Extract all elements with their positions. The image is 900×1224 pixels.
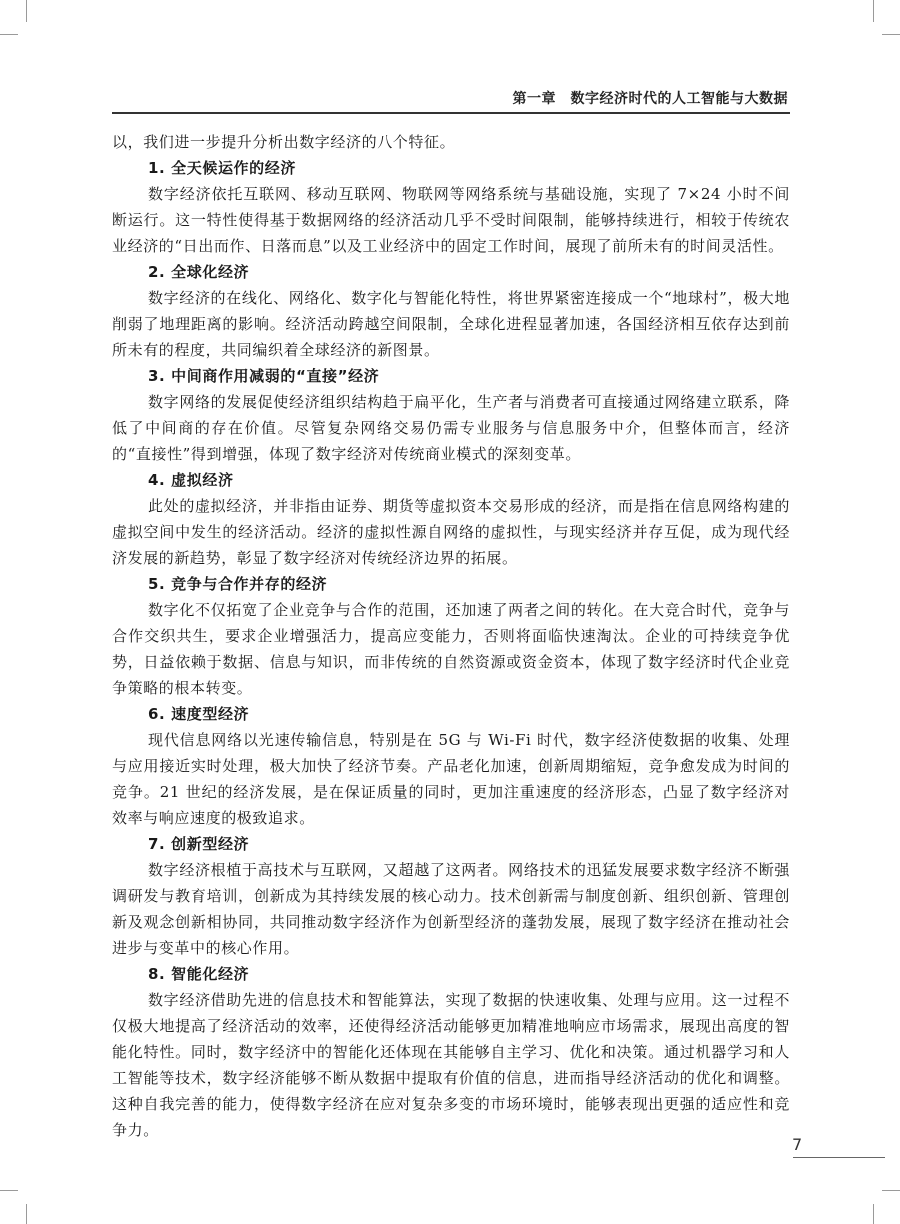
- section-2: [112, 259, 790, 363]
- crop-mark: [0, 34, 18, 35]
- intro-paragraph: 以，我们进一步提升分析出数字经济的八个特征。: [112, 133, 456, 151]
- crop-mark: [26, 0, 27, 22]
- section-3: [112, 363, 790, 467]
- crop-mark: [873, 0, 874, 22]
- page-number: 7: [792, 1135, 803, 1154]
- section-heading: 2. 全球化经济: [148, 263, 250, 281]
- section-8: [112, 961, 790, 1143]
- section-paragraph: 数字化不仅拓宽了企业竞争与合作的范围，还加速了两者之间的转化。在大竞合时代，竞争与合作交织共生，要求企业增强活力，提高应变能力，否则将面临快速淘汰。企业的可持续竞争优势，日益依赖于数据、信息与知识，而非传统的自然资源或资金资本，体现了数字经济时代企业竞争策略的根本转变。: [112, 601, 790, 697]
- section-heading: 1. 全天候运作的经济: [148, 159, 296, 177]
- section-paragraph: 数字经济根植于高技术与互联网，又超越了这两者。网络技术的迅猛发展要求数字经济不断强调研发与教育培训，创新成为其持续发展的核心动力。技术创新需与制度创新、组织创新、管理创新及观念创新相协同，共同推动数字经济作为创新型经济的蓬勃发展，展现了数字经济在推动社会进步与变革中的核心作用。: [112, 861, 790, 957]
- section-heading: 5. 竞争与合作并存的经济: [148, 575, 328, 593]
- section-heading: 3. 中间商作用减弱的“直接”经济: [148, 367, 380, 385]
- page-body: [112, 129, 790, 1143]
- section-paragraph: 此处的虚拟经济，并非指由证券、期货等虚拟资本交易形成的经济，而是指在信息网络构建的虚拟空间中发生的经济活动。经济的虚拟性源自网络的虚拟性，与现实经济并存互促，成为现代经济发展的新趋势，彰显了数字经济对传统经济边界的拓展。: [112, 497, 790, 567]
- header-rule: [112, 112, 790, 114]
- crop-mark: [882, 34, 900, 35]
- section-paragraph: 数字经济借助先进的信息技术和智能算法，实现了数据的快速收集、处理与应用。这一过程不仅极大地提高了经济活动的效率，还使得经济活动能够更加精准地响应市场需求，展现出高度的智能化特性。同时，数字经济中的智能化还体现在其能够自主学习、优化和决策。通过机器学习和人工智能等技术，数字经济能够不断从数据中提取有价值的信息，进而指导经济活动的优化和调整。这种自我完善的能力，使得数字经济在应对复杂多变的市场环境时，能够表现出更强的适应性和竞争力。: [112, 991, 790, 1139]
- section-paragraph: 数字网络的发展促使经济组织结构趋于扁平化，生产者与消费者可直接通过网络建立联系，降低了中间商的存在价值。尽管复杂网络交易仍需专业服务与信息服务中介，但整体而言，经济的“直接性”得到增强，体现了数字经济对传统商业模式的深刻变革。: [112, 393, 790, 463]
- section-heading: 4. 虚拟经济: [148, 471, 234, 489]
- crop-mark: [26, 1204, 27, 1224]
- footer-rule: [793, 1157, 885, 1158]
- section-6: [112, 701, 790, 831]
- section-heading: 6. 速度型经济: [148, 705, 250, 723]
- running-head: 第一章 数字经济时代的人工智能与大数据: [512, 91, 788, 107]
- section-paragraph: 现代信息网络以光速传输信息，特别是在 5G 与 Wi-Fi 时代，数字经济使数据的收集、处理与应用接近实时处理，极大加快了经济节奏。产品老化加速，创新周期缩短，竞争愈发成为时间的竞争。21 世纪的经济发展，是在保证质量的同时，更加注重速度的经济形态，凸显了数字经济对效率与响应速度的极致追求。: [112, 731, 790, 827]
- section-heading: 8. 智能化经济: [148, 965, 250, 983]
- crop-mark: [873, 1204, 874, 1224]
- section-5: [112, 571, 790, 701]
- crop-mark: [882, 1190, 900, 1191]
- crop-mark: [0, 1190, 18, 1191]
- section-paragraph: 数字经济的在线化、网络化、数字化与智能化特性，将世界紧密连接成一个“地球村”，极大地削弱了地理距离的影响。经济活动跨越空间限制，全球化进程显著加速，各国经济相互依存达到前所未有的程度，共同编织着全球经济的新图景。: [112, 289, 790, 359]
- section-1: [112, 155, 790, 259]
- section-7: [112, 831, 790, 961]
- section-heading: 7. 创新型经济: [148, 835, 250, 853]
- section-4: [112, 467, 790, 571]
- section-paragraph: 数字经济依托互联网、移动互联网、物联网等网络系统与基础设施，实现了 7×24 小时不间断运行。这一特性使得基于数据网络的经济活动几乎不受时间限制，能够持续进行，相较于传统农业经济的“日出而作、日落而息”以及工业经济中的固定工作时间，展现了前所未有的时间灵活性。: [112, 185, 790, 255]
